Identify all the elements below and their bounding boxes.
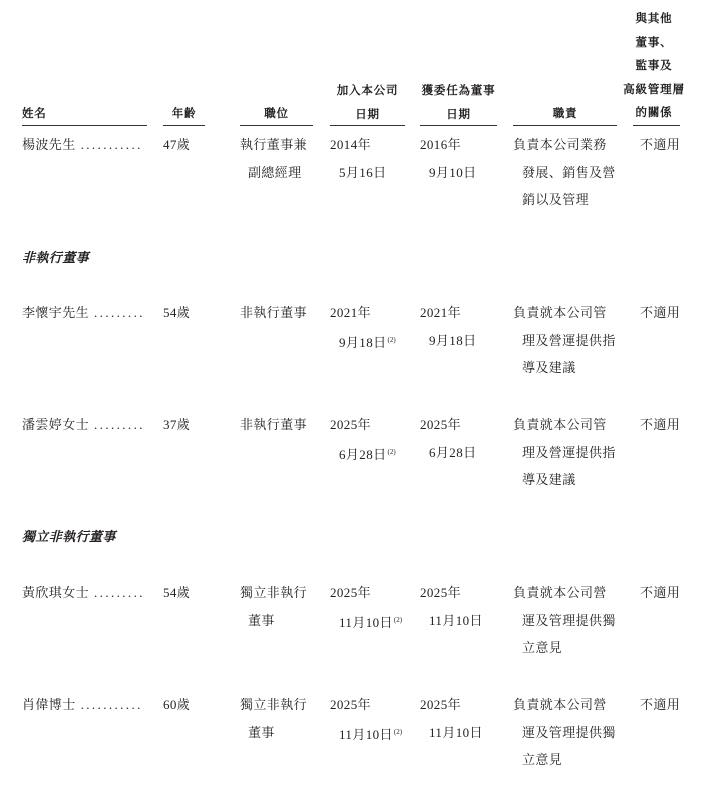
- position-line: 非執行董事: [240, 305, 308, 320]
- dot-leader: .........: [94, 585, 145, 600]
- dot-leader: ...........: [80, 137, 143, 152]
- join-date-day: 5月16日: [339, 164, 387, 180]
- table-row: [0, 411, 712, 495]
- duties-cell: [513, 299, 616, 382]
- join-date-year: 2014年: [330, 137, 371, 152]
- duties-line: 導及建議: [522, 360, 576, 376]
- position-cell: [240, 411, 307, 439]
- duties-line: 理及營運提供指: [522, 444, 616, 460]
- duties-line: 理及營運提供指: [522, 332, 616, 348]
- duties-line: 運及管理提供獨: [522, 724, 616, 740]
- header-underline: [330, 125, 405, 126]
- join-date-day-text: 11月10日: [339, 614, 393, 630]
- join-date-year: 2025年: [330, 697, 371, 712]
- appointed-date-day: 9月18日: [429, 332, 477, 348]
- appointed-date-day: 11月10日: [429, 612, 483, 628]
- header-relationship: [618, 8, 690, 126]
- appointed-date-day: 9月10日: [429, 164, 477, 180]
- footnote-marker: (2): [387, 335, 396, 344]
- director-name: 黃欣琪女士: [22, 585, 90, 600]
- table-row: [0, 299, 712, 383]
- position-line: 董事: [248, 612, 275, 628]
- duties-line: 導及建議: [522, 472, 576, 488]
- join-date-year: 2025年: [330, 417, 371, 432]
- position-line: 董事: [248, 724, 275, 740]
- section-title: 獨立非執行董事: [22, 529, 116, 544]
- age-cell: 54歲: [163, 305, 191, 320]
- footnote-marker: (2): [393, 727, 403, 736]
- join-date-day-text: 11月10日: [339, 726, 393, 742]
- name-cell: [22, 299, 145, 327]
- appointed-date-cell: [420, 411, 477, 466]
- duties-line: 立意見: [522, 640, 563, 656]
- position-line: 非執行董事: [240, 417, 308, 432]
- appointed-date-day: 6月28日: [429, 444, 477, 460]
- appointed-date-cell: [420, 299, 477, 354]
- header-join-date: [330, 80, 405, 127]
- header-relationship-line: 的關係: [635, 107, 673, 119]
- relationship-cell: 不適用: [640, 697, 681, 712]
- duties-line: 負責就本公司管: [513, 417, 607, 432]
- join-date-year: 2021年: [330, 305, 371, 320]
- join-date-cell: [330, 131, 387, 186]
- duties-line: 負責就本公司營: [513, 585, 607, 600]
- header-appointed-date: [420, 80, 497, 127]
- age-cell: 37歲: [163, 417, 191, 432]
- relationship-cell: 不適用: [640, 417, 681, 432]
- relationship-cell: 不適用: [640, 305, 681, 320]
- position-cell: [240, 131, 307, 186]
- duties-line: 立意見: [522, 752, 563, 768]
- position-line: 執行董事兼: [240, 137, 308, 152]
- director-name: 楊波先生: [22, 137, 76, 152]
- join-date-cell: [330, 691, 402, 748]
- header-age: 年齡: [171, 108, 197, 120]
- duties-cell: [513, 691, 616, 774]
- appointed-date-cell: [420, 579, 483, 634]
- header-join-date-line: 日期: [355, 108, 380, 121]
- header-underline: [420, 125, 497, 126]
- appointed-date-year: 2016年: [420, 137, 461, 152]
- duties-cell: [513, 411, 616, 494]
- join-date-day: [330, 719, 402, 749]
- header-relationship-line: 董事、: [635, 36, 673, 49]
- position-cell: [240, 579, 307, 634]
- age-cell: 47歲: [163, 137, 191, 152]
- appointed-date-year: 2021年: [420, 305, 461, 320]
- header-underline: [633, 125, 680, 126]
- join-date-cell: [330, 411, 396, 468]
- table-row: [0, 579, 712, 663]
- director-name: 潘雲婷女士: [22, 417, 90, 432]
- age-cell: 54歲: [163, 585, 191, 600]
- duties-line: 銷以及管理: [522, 192, 590, 208]
- director-name: 肖偉博士: [22, 697, 76, 712]
- header-appointed-date-line: 日期: [446, 108, 471, 121]
- join-date-day: [330, 327, 396, 357]
- position-cell: [240, 299, 307, 327]
- table-row: [0, 131, 712, 215]
- join-date-day: [330, 439, 396, 469]
- header-relationship-line: 與其他: [635, 13, 673, 25]
- position-cell: [240, 691, 307, 746]
- age-cell: 60歲: [163, 697, 191, 712]
- header-position: 職位: [264, 108, 289, 120]
- duties-line: 發展、銷售及營: [522, 164, 616, 180]
- dot-leader: .........: [94, 417, 145, 432]
- header-join-date-line: 加入本公司: [336, 85, 399, 97]
- appointed-date-year: 2025年: [420, 417, 461, 432]
- duties-cell: [513, 579, 616, 662]
- table-row: [0, 691, 712, 775]
- appointed-date-cell: [420, 691, 483, 746]
- appointed-date-cell: [420, 131, 477, 186]
- join-date-day-text: 9月18日: [339, 334, 387, 350]
- header-appointed-date-line: 獲委任為董事: [421, 85, 496, 97]
- header-underline: [163, 125, 205, 126]
- name-cell: [22, 691, 143, 719]
- header-duties: 職責: [552, 108, 578, 120]
- join-date-cell: [330, 579, 402, 636]
- header-name: 姓名: [22, 108, 47, 120]
- director-name: 李懷宇先生: [22, 305, 90, 320]
- section-title: 非執行董事: [22, 250, 90, 265]
- join-date-day-text: 6月28日: [339, 446, 387, 462]
- relationship-cell: 不適用: [640, 137, 681, 152]
- relationship-cell: 不適用: [640, 585, 681, 600]
- duties-line: 負責就本公司營: [513, 697, 607, 712]
- join-date-year: 2025年: [330, 585, 371, 600]
- duties-line: 負責就本公司管: [513, 305, 607, 320]
- header-underline: [22, 125, 147, 126]
- dot-leader: .........: [94, 305, 145, 320]
- duties-line: 負責本公司業務: [513, 137, 607, 152]
- join-date-day: [330, 607, 402, 637]
- header-underline: [240, 125, 313, 126]
- duties-cell: [513, 131, 616, 214]
- appointed-date-year: 2025年: [420, 697, 461, 712]
- name-cell: [22, 131, 143, 159]
- join-date-cell: [330, 299, 396, 356]
- dot-leader: ...........: [80, 697, 143, 712]
- duties-line: 運及管理提供獨: [522, 612, 616, 628]
- position-line: 獨立非執行: [240, 585, 308, 600]
- name-cell: [22, 579, 145, 607]
- position-line: 副總經理: [248, 164, 302, 180]
- position-line: 獨立非執行: [240, 697, 308, 712]
- header-relationship-line: 監事及: [635, 60, 673, 72]
- appointed-date-year: 2025年: [420, 585, 461, 600]
- header-relationship-line: 高級管理層: [623, 83, 685, 96]
- name-cell: [22, 411, 145, 439]
- footnote-marker: (2): [393, 615, 403, 624]
- footnote-marker: (2): [387, 447, 396, 456]
- header-underline: [513, 125, 617, 126]
- appointed-date-day: 11月10日: [429, 724, 483, 740]
